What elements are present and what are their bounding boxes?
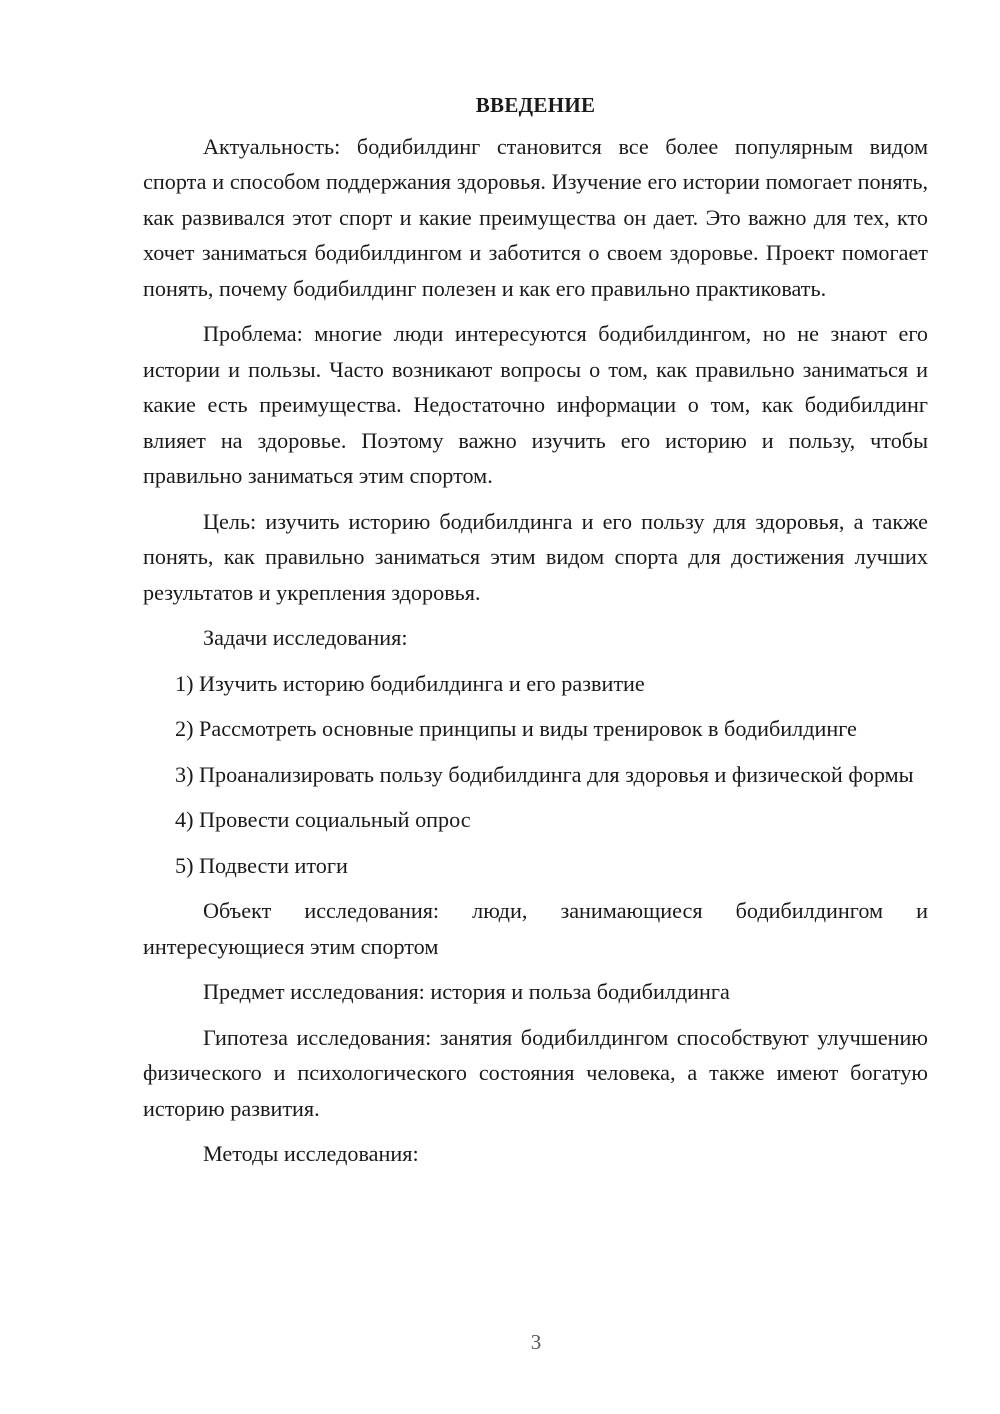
paragraph-goal: Цель: изучить историю бодибилдинга и его пользу для здоровья, а также понять, как правильно заниматься этим видом спорта для достижения лучших результатов и укрепления здоровья. bbox=[143, 508, 928, 605]
paragraph-subject: Предмет исследования: история и польза бодибилдинга bbox=[203, 979, 730, 1004]
paragraph-problem: Проблема: многие люди интересуются бодибилдингом, но не знают его истории и пользы. Часто возникают вопросы о том, как правильно заниматься и какие есть преимущества. Недостаточно информации о том, как бодибилдинг влияет на здоровье. Поэтому важно изучить его историю и пользу, чтобы правильно заниматься этим спортом. bbox=[143, 321, 928, 488]
paragraph-object: Объект исследования: люди, занимающиеся бодибилдингом и интересующиеся этим спортом bbox=[143, 898, 928, 959]
document-page bbox=[143, 88, 928, 1182]
methods-heading: Методы исследования: bbox=[203, 1141, 419, 1166]
page-number: 3 bbox=[530, 1330, 542, 1354]
paragraph-hypothesis: Гипотеза исследования: занятия бодибилдингом способствуют улучшению физического и психологического состояния человека, а также имеют богатую историю развития. bbox=[143, 1024, 928, 1121]
task-item-1: 1) Изучить историю бодибилдинга и его развитие bbox=[175, 670, 645, 696]
paragraph-relevance: Актуальность: бодибилдинг становится все более популярным видом спорта и способом поддержания здоровья. Изучение его истории помогает понять, как развивался этот спорт и какие преимущества он дает. Это важно для тех, кто хочет заниматься бодибилдингом и заботится о своем здоровье. Проект помогает понять, почему бодибилдинг полезен и как его правильно практиковать. bbox=[143, 133, 928, 301]
tasks-heading: Задачи исследования: bbox=[203, 625, 408, 650]
task-item-3: 3) Проанализировать пользу бодибилдинга для здоровья и физической формы bbox=[175, 761, 914, 787]
task-item-5: 5) Подвести итоги bbox=[175, 852, 348, 878]
task-item-2: 2) Рассмотреть основные принципы и виды тренировок в бодибилдинге bbox=[175, 716, 857, 741]
section-title: ВВЕДЕНИЕ bbox=[475, 93, 596, 117]
task-item-4: 4) Провести социальный опрос bbox=[175, 807, 471, 832]
